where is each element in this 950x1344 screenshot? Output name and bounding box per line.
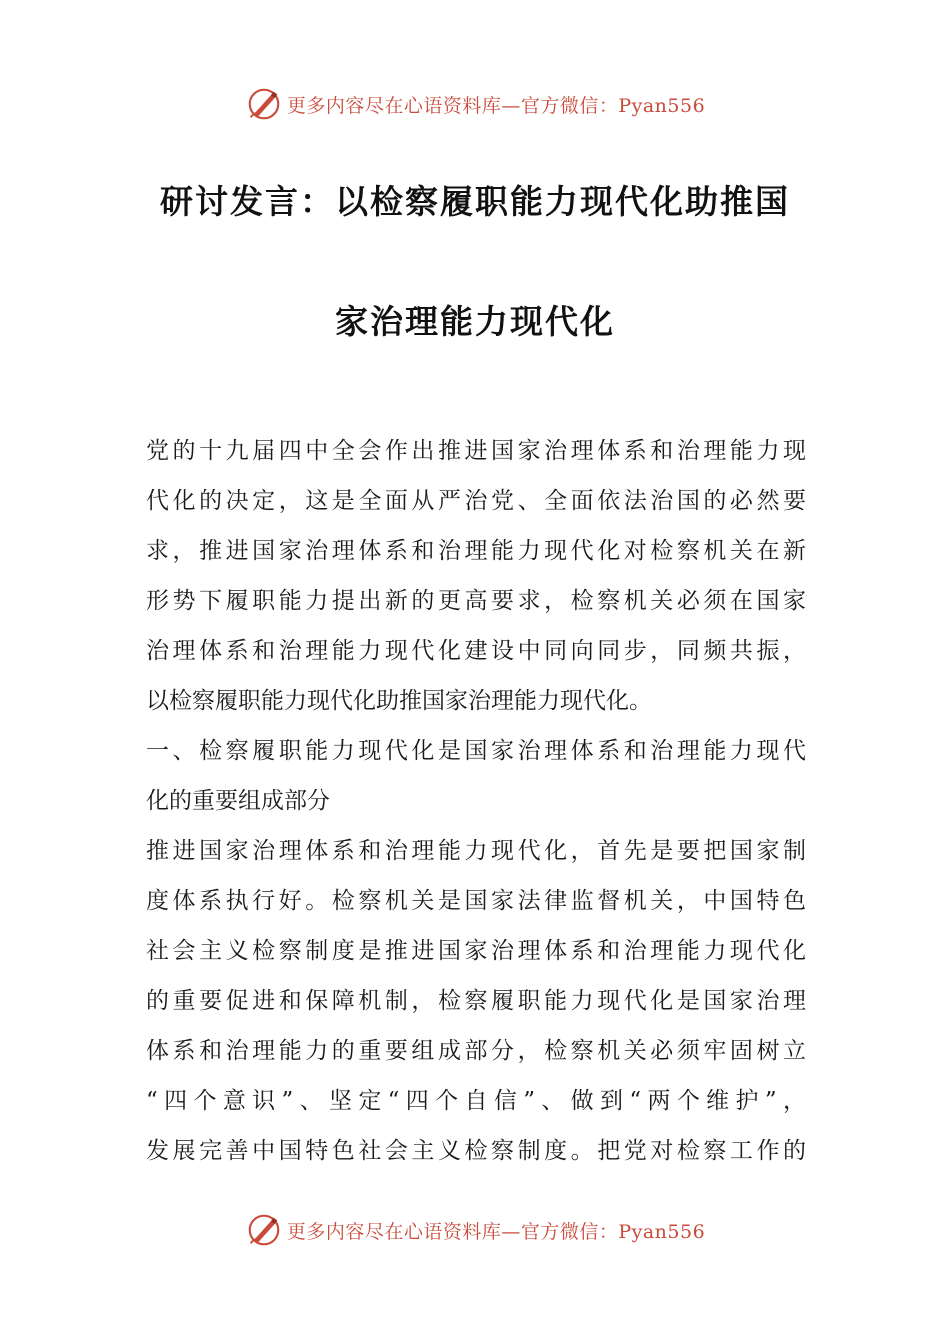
watermark-text: 更多内容尽在心语资料库—官方微信：Pyan556 <box>286 1220 706 1243</box>
header-watermark <box>0 82 950 126</box>
paragraph-1-line-5: 治理体系和治理能力现代化建设中同向同步，同频共振， <box>146 638 806 664</box>
document-title-line-2: 家治理能力现代化 <box>335 302 615 341</box>
footer-watermark <box>0 1208 950 1252</box>
paragraph-1-line-3: 求，推进国家治理体系和治理能力现代化对检察机关在新 <box>146 538 806 564</box>
paragraph-3-line-1: 推进国家治理体系和治理能力现代化，首先是要把国家制 <box>146 838 806 864</box>
paragraph-3-line-3: 社会主义检察制度是推进国家治理体系和治理能力现代化 <box>146 938 806 964</box>
pen-circle-logo-icon <box>245 85 283 123</box>
paragraph-1-line-6: 以检察履职能力现代化助推国家治理能力现代化。 <box>146 688 652 714</box>
document-title-line-1: 研讨发言：以检察履职能力现代化助推国 <box>160 182 790 221</box>
paragraph-1-line-2: 代化的决定，这是全面从严治党、全面依法治国的必然要 <box>146 488 806 514</box>
paragraph-3-line-5: 体系和治理能力的重要组成部分，检察机关必须牢固树立 <box>146 1038 806 1064</box>
paragraph-3-line-4: 的重要促进和保障机制，检察履职能力现代化是国家治理 <box>146 988 806 1014</box>
paragraph-3-line-2: 度体系执行好。检察机关是国家法律监督机关，中国特色 <box>146 888 806 914</box>
paragraph-3-line-6: “四个意识”、坚定“四个自信”、做到“两个维护”， <box>146 1088 806 1114</box>
paragraph-3-line-7: 发展完善中国特色社会主义检察制度。把党对检察工作的 <box>146 1138 806 1164</box>
section-heading-line-2: 化的重要组成部分 <box>146 788 330 814</box>
section-heading-line-1: 一、检察履职能力现代化是国家治理体系和治理能力现代 <box>146 738 806 764</box>
document-body <box>146 426 806 1176</box>
paragraph-1-line-4: 形势下履职能力提出新的更高要求，检察机关必须在国家 <box>146 588 806 614</box>
pen-circle-logo-icon <box>245 1211 283 1249</box>
watermark-text: 更多内容尽在心语资料库—官方微信：Pyan556 <box>286 94 706 117</box>
paragraph-1-line-1: 党的十九届四中全会作出推进国家治理体系和治理能力现 <box>146 438 806 464</box>
